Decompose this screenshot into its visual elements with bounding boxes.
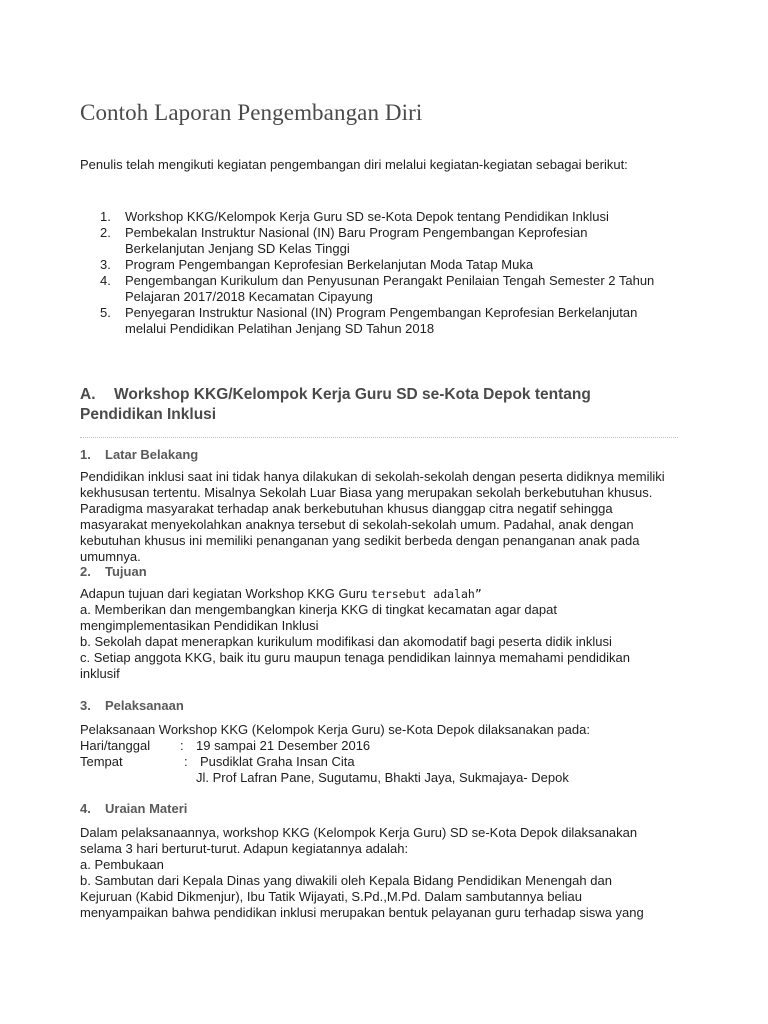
subsection-number: 1. [80,447,91,462]
section-letter: A. [80,386,96,403]
section-heading-line: Workshop KKG/Kelompok Kerja Guru SD se-Kota Depok tentang [114,386,591,403]
subsection-heading-uraian [80,801,187,816]
paragraph-line: menyampaikan bahwa pendidikan inklusi merupakan bentuk pelayanan guru terhadap siswa yang [80,905,644,920]
paragraph-line: kekhususan tertentu. Misalnya Sekolah Luar Biasa yang merupakan sekolah berkebutuhan khusus. [80,485,653,500]
list-item-text: melalui Pendidikan Pelatihan Jenjang SD Tahun 2018 [125,321,435,336]
paragraph-line: kebutuhan khusus ini memiliki penanganan yang sedikit berbeda dengan penanganan anak pada [80,533,640,548]
pelaksanaan-paragraph [80,722,670,786]
subsection-heading-pelaksanaan [80,698,184,713]
list-item [80,209,680,225]
paragraph-line: Pelaksanaan Workshop KKG (Kelompok Kerja Guru) se-Kota Depok dilaksanakan pada: [80,722,590,737]
subsection-number: 4. [80,801,91,816]
schedule-label: Tempat [80,754,123,769]
paragraph-line: inklusif [80,666,120,681]
list-item [80,225,680,257]
paragraph-line: a. Pembukaan [80,857,164,872]
list-number: 4. [100,273,111,288]
latar-paragraph [80,469,670,565]
tujuan-paragraph [80,586,670,682]
section-a-heading [80,385,640,425]
subsection-heading-latar [80,447,198,462]
paragraph-line: selama 3 hari berturut-turut. Adapun kegiatannya adalah: [80,841,409,856]
subsection-number: 3. [80,698,91,713]
paragraph-line: Dalam pelaksanaannya, workshop KKG (Kelompok Kerja Guru) SD se-Kota Depok dilaksanakan [80,825,638,840]
list-item-text: Workshop KKG/Kelompok Kerja Guru SD se-Kota Depok tentang Pendidikan Inklusi [125,209,609,224]
schedule-value: Jl. Prof Lafran Pane, Sugutamu, Bhakti Jaya, Sukmajaya- Depok [196,770,569,785]
list-item [80,305,680,337]
schedule-label: Hari/tanggal [80,738,151,753]
paragraph-line: b. Sekolah dapat menerapkan kurikulum modifikasi dan akomodatif bagi peserta didik inklusi [80,634,612,649]
paragraph-line: c. Setiap anggota KKG, baik itu guru maupun tenaga pendidikan lainnya memahami pendidikan [80,650,630,665]
list-item-text: Penyegaran Instruktur Nasional (IN) Program Pengembangan Keprofesian Berkelanjutan [125,305,638,320]
paragraph-line: umumnya. [80,549,141,564]
section-heading-line: Pendidikan Inklusi [80,406,217,423]
list-item-text: Program Pengembangan Keprofesian Berkelanjutan Moda Tatap Muka [125,257,534,272]
schedule-value: Pusdiklat Graha Insan Cita [200,754,355,769]
list-item-text: Pelajaran 2017/2018 Kecamatan Cipayung [125,289,373,304]
subsection-title: Uraian Materi [105,801,188,816]
tujuan-lead: Adapun tujuan dari kegiatan Workshop KKG Guru [80,586,371,601]
subsection-title: Tujuan [105,564,147,579]
list-number: 1. [100,209,111,224]
list-item [80,257,680,273]
paragraph-line: masyarakat menyekolahkan anaknya tersebut di sekolah-sekolah umum. Padahal, anak dengan [80,517,634,532]
document-title: Contoh Laporan Pengembangan Diri [80,100,423,125]
paragraph-line: b. Sambutan dari Kepala Dinas yang diwakili oleh Kepala Bidang Pendidikan Menengah dan [80,873,612,888]
schedule-colon: : [180,738,184,753]
section-divider [80,437,678,438]
list-number: 5. [100,305,111,320]
subsection-title: Pelaksanaan [105,698,184,713]
intro-paragraph: Penulis telah mengikuti kegiatan pengembangan diri melalui kegiatan-kegiatan sebagai berikut: [80,157,628,172]
list-number: 2. [100,225,111,240]
schedule-colon: : [184,754,188,769]
tujuan-lead-mono: tersebut adalah” [371,587,482,601]
paragraph-line: Paradigma masyarakat terhadap anak berkebutuhan khusus dianggap citra negatif sehingga [80,501,613,516]
list-item-text: Pengembangan Kurikulum dan Penyusunan Perangakt Penilaian Tengah Semester 2 Tahun [125,273,655,288]
schedule-value: 19 sampai 21 Desember 2016 [196,738,371,753]
activity-list [80,209,680,337]
subsection-number: 2. [80,564,91,579]
list-item [80,273,680,305]
list-number: 3. [100,257,111,272]
paragraph-line [80,586,670,602]
subsection-heading-tujuan [80,564,147,579]
list-item-text: Berkelanjutan Jenjang SD Kelas Tinggi [125,241,350,256]
list-item-text: Pembekalan Instruktur Nasional (IN) Baru Program Pengembangan Keprofesian [125,225,588,240]
paragraph-line: mengimplementasikan Pendidikan Inklusi [80,618,319,633]
uraian-paragraph [80,825,670,921]
schedule-row-address [80,770,670,786]
paragraph-line: Kejuruan (Kabid Dikmenjur), Ibu Tatik Wijayati, S.Pd.,M.Pd. Dalam sambutannya beliau [80,889,582,904]
paragraph-line: Pendidikan inklusi saat ini tidak hanya dilakukan di sekolah-sekolah dengan peserta didiknya memiliki [80,469,665,484]
schedule-row-place [80,754,670,770]
subsection-title: Latar Belakang [105,447,199,462]
schedule-row-date [80,738,670,754]
paragraph-line: a. Memberikan dan mengembangkan kinerja KKG di tingkat kecamatan agar dapat [80,602,557,617]
